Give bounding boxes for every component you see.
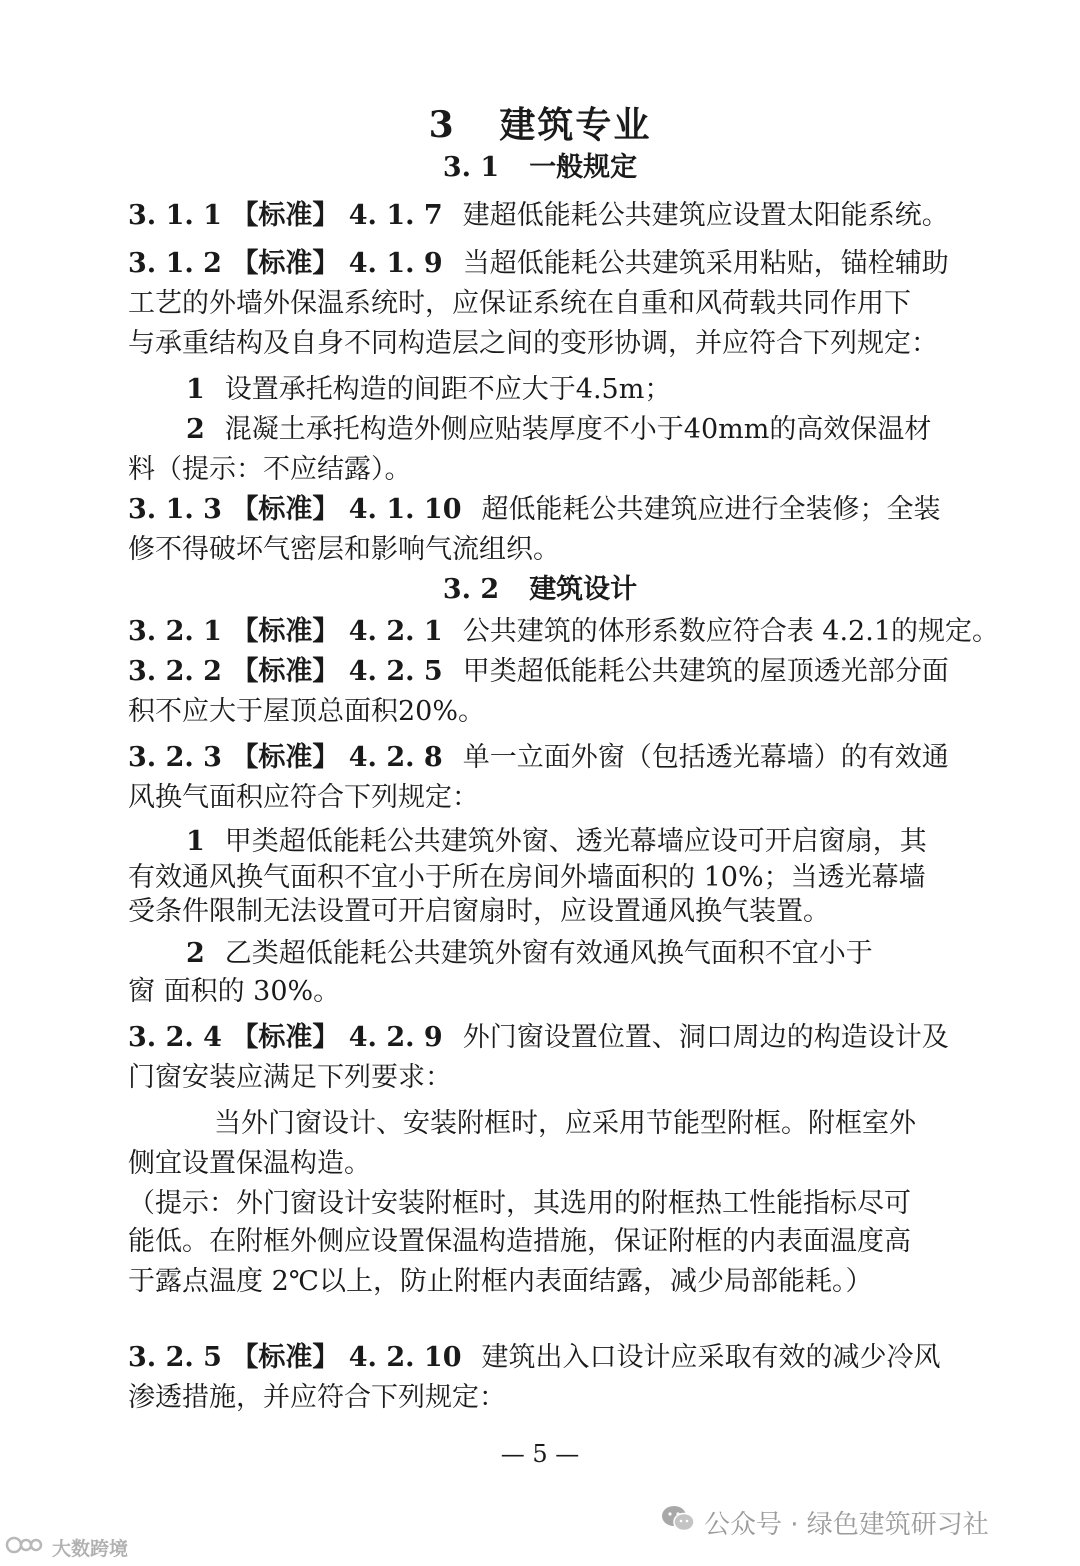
text-line: 受条件限制无法设置可开启窗扇时，应设置通风换气装置。: [128, 896, 830, 927]
text-line: [128, 490, 941, 530]
wechat-icon: [660, 1504, 704, 1541]
clause-text: 公共建筑的体形系数应符合表 4.2.1的规定。: [462, 616, 1000, 647]
page-number: — 5 —: [500, 1440, 580, 1468]
clause-label: 3. 1. 1 【标准】 4. 1. 7: [128, 200, 443, 231]
clause-label: 3. 1. 2 【标准】 4. 1. 9: [128, 248, 443, 279]
item-text: 设置承托构造的间距不应大于4.5m；: [224, 374, 672, 405]
text-line: 积不应大于屋顶总面积20%。: [128, 696, 486, 727]
watermark-left-text: 大数跨境: [52, 1537, 129, 1560]
text-line: 与承重结构及自身不同构造层之间的变形协调，并应符合下列规定：: [128, 328, 938, 359]
item-text: 甲类超低能耗公共建筑外窗、透光幕墙应设可开启窗扇，其: [224, 826, 927, 857]
list-item: [186, 934, 873, 974]
clause-text: 甲类超低能耗公共建筑的屋顶透光部分面: [462, 656, 949, 687]
text-line: [128, 244, 949, 284]
item-text: 混凝土承托构造外侧应贴装厚度不小于40mm的高效保温材: [224, 414, 932, 445]
text-line: 料（提示：不应结露）。: [128, 454, 412, 485]
watermark-text: 公众号 · 绿色建筑研习社: [704, 1509, 989, 1540]
section-heading: [0, 570, 1080, 610]
text-line: [128, 196, 949, 236]
section-number: 3. 2: [442, 574, 500, 605]
item-number: 2: [186, 414, 205, 445]
watermark-left: [4, 1532, 128, 1562]
text-line: 窗 面积的 30%。: [128, 976, 341, 1007]
clause-label: 3. 2. 1 【标准】 4. 2. 1: [128, 616, 443, 647]
clause-text: 当超低能耗公共建筑采用粘贴，锚栓辅助: [462, 248, 949, 279]
section-title: 一般规定: [529, 152, 638, 183]
clause-label: 3. 2. 2 【标准】 4. 2. 5: [128, 656, 443, 687]
chapter-title: [0, 100, 1080, 150]
item-number: 1: [186, 826, 205, 857]
clause-text: 外门窗设置位置、洞口周边的构造设计及: [462, 1022, 949, 1053]
text-line: [128, 1018, 949, 1058]
text-line: [128, 738, 949, 778]
clause-label: 3. 2. 5 【标准】 4. 2. 10: [128, 1342, 462, 1373]
item-text: 乙类超低能耗公共建筑外窗有效通风换气面积不宜小于: [224, 938, 873, 969]
text-line: 修不得破坏气密层和影响气流组织。: [128, 534, 560, 565]
text-line: [128, 1338, 941, 1378]
text-line: 侧宜设置保温构造。: [128, 1148, 371, 1179]
section-number: 3. 1: [442, 152, 500, 183]
text-line: [128, 652, 949, 692]
clause-label: 3. 2. 3 【标准】 4. 2. 8: [128, 742, 443, 773]
text-line: 有效通风换气面积不宜小于所在房间外墙面积的 10%；当透光幕墙: [128, 862, 926, 893]
text-line: 于露点温度 2℃以上，防止附框内表面结露，减少局部能耗。）: [128, 1266, 873, 1297]
text-line: 工艺的外墙外保温系统时，应保证系统在自重和风荷载共同作用下: [128, 288, 911, 319]
chapter-title-text: 建筑专业: [499, 104, 652, 146]
clause-text: 建筑出入口设计应采取有效的减少冷风: [481, 1342, 941, 1373]
section-heading: [0, 148, 1080, 188]
text-line: [128, 612, 999, 652]
section-title: 建筑设计: [529, 574, 638, 605]
clause-text: 超低能耗公共建筑应进行全装修；全装: [481, 494, 941, 525]
list-item: [186, 370, 671, 410]
clause-text: 单一立面外窗（包括透光幕墙）的有效通: [462, 742, 949, 773]
logo-icon: [4, 1534, 52, 1561]
list-item: [186, 822, 927, 862]
text-line: 能低。在附框外侧应设置保温构造措施，保证附框的内表面温度高: [128, 1226, 911, 1257]
text-line: 门窗安装应满足下列要求：: [128, 1062, 452, 1093]
text-line: （提示：外门窗设计安装附框时，其选用的附框热工性能指标尽可: [128, 1188, 911, 1219]
text-line: 渗透措施，并应符合下列规定：: [128, 1382, 506, 1413]
text-line: 当外门窗设计、安装附框时，应采用节能型附框。附框室外: [214, 1108, 916, 1139]
clause-text: 建超低能耗公共建筑应设置太阳能系统。: [462, 200, 949, 231]
watermark-right: [660, 1502, 989, 1542]
text-line: 风换气面积应符合下列规定：: [128, 782, 479, 813]
item-number: 1: [186, 374, 205, 405]
chapter-number: 3: [428, 104, 456, 146]
clause-label: 3. 1. 3 【标准】 4. 1. 10: [128, 494, 462, 525]
clause-label: 3. 2. 4 【标准】 4. 2. 9: [128, 1022, 443, 1053]
list-item: [186, 410, 931, 450]
item-number: 2: [186, 938, 205, 969]
